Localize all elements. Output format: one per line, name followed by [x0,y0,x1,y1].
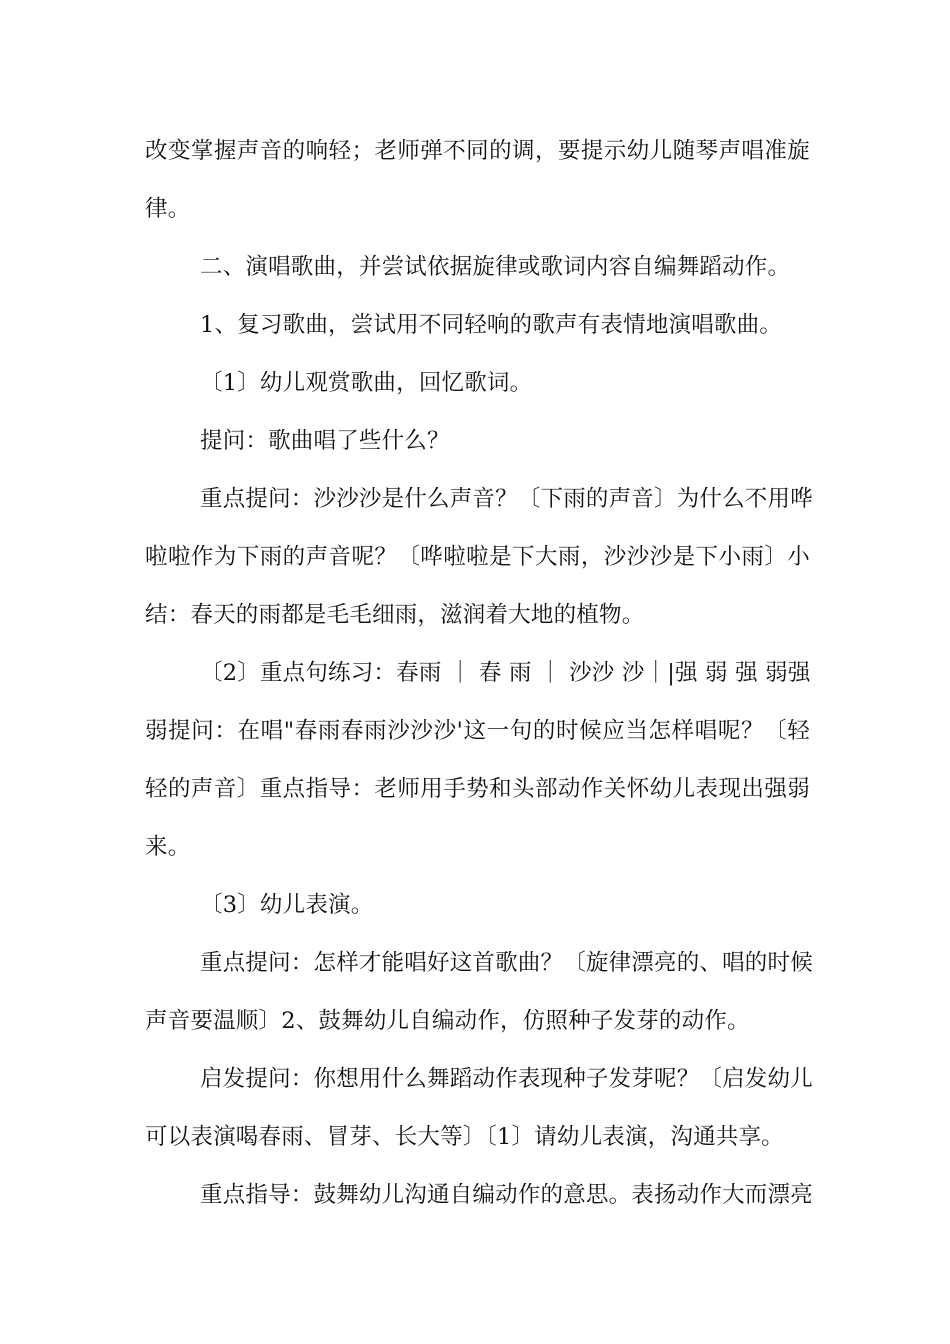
text-line: 提问：歌曲唱了些什么？ [200,428,450,454]
text-line: 〔2〕重点句练习：春雨 ｜ 春 雨 ｜ 沙沙 沙｜|强 弱 强 弱强 [200,660,811,686]
text-line: 律。 [145,196,191,222]
text-line: 可以表演喝春雨、冒芽、长大等〕〔1〕请幼儿表演，沟通共享。 [145,1124,784,1150]
text-line: 重点指导：鼓舞幼儿沟通自编动作的意思。表扬动作大而漂亮 [200,1182,813,1208]
text-line: 1、复习歌曲，尝试用不同轻响的歌声有表情地演唱歌曲。 [200,312,783,338]
text-line: 〔1〕幼儿观赏歌曲，回忆歌词。 [200,370,533,396]
text-line: 改变掌握声音的响轻；老师弹不同的调，要提示幼儿随琴声唱准旋 [145,138,810,164]
text-line: 轻的声音〕重点指导：老师用手势和头部动作关怀幼儿表现出强弱 [145,776,810,802]
text-line: 〔3〕幼儿表演。 [200,892,374,918]
text-line: 声音要温顺〕2、鼓舞幼儿自编动作，仿照种子发芽的动作。 [145,1008,750,1034]
text-line: 重点提问：怎样才能唱好这首歌曲？〔旋律漂亮的、唱的时候 [200,950,813,976]
text-line: 啦啦作为下雨的声音呢？〔哗啦啦是下大雨，沙沙沙是下小雨〕小 [145,544,810,570]
text-line: 来。 [145,834,191,860]
text-line: 弱提问：在唱"春雨春雨沙沙沙'这一句的时候应当怎样唱呢？〔轻 [145,718,810,744]
text-line: 启发提问：你想用什么舞蹈动作表现种子发芽呢？〔启发幼儿 [200,1066,813,1092]
text-line: 重点提问：沙沙沙是什么声音？〔下雨的声音〕为什么不用哗 [200,486,813,512]
text-line: 结：春天的雨都是毛毛细雨，滋润着大地的植物。 [145,602,645,628]
text-line: 二、演唱歌曲，并尝试依据旋律或歌词内容自编舞蹈动作。 [200,254,791,280]
